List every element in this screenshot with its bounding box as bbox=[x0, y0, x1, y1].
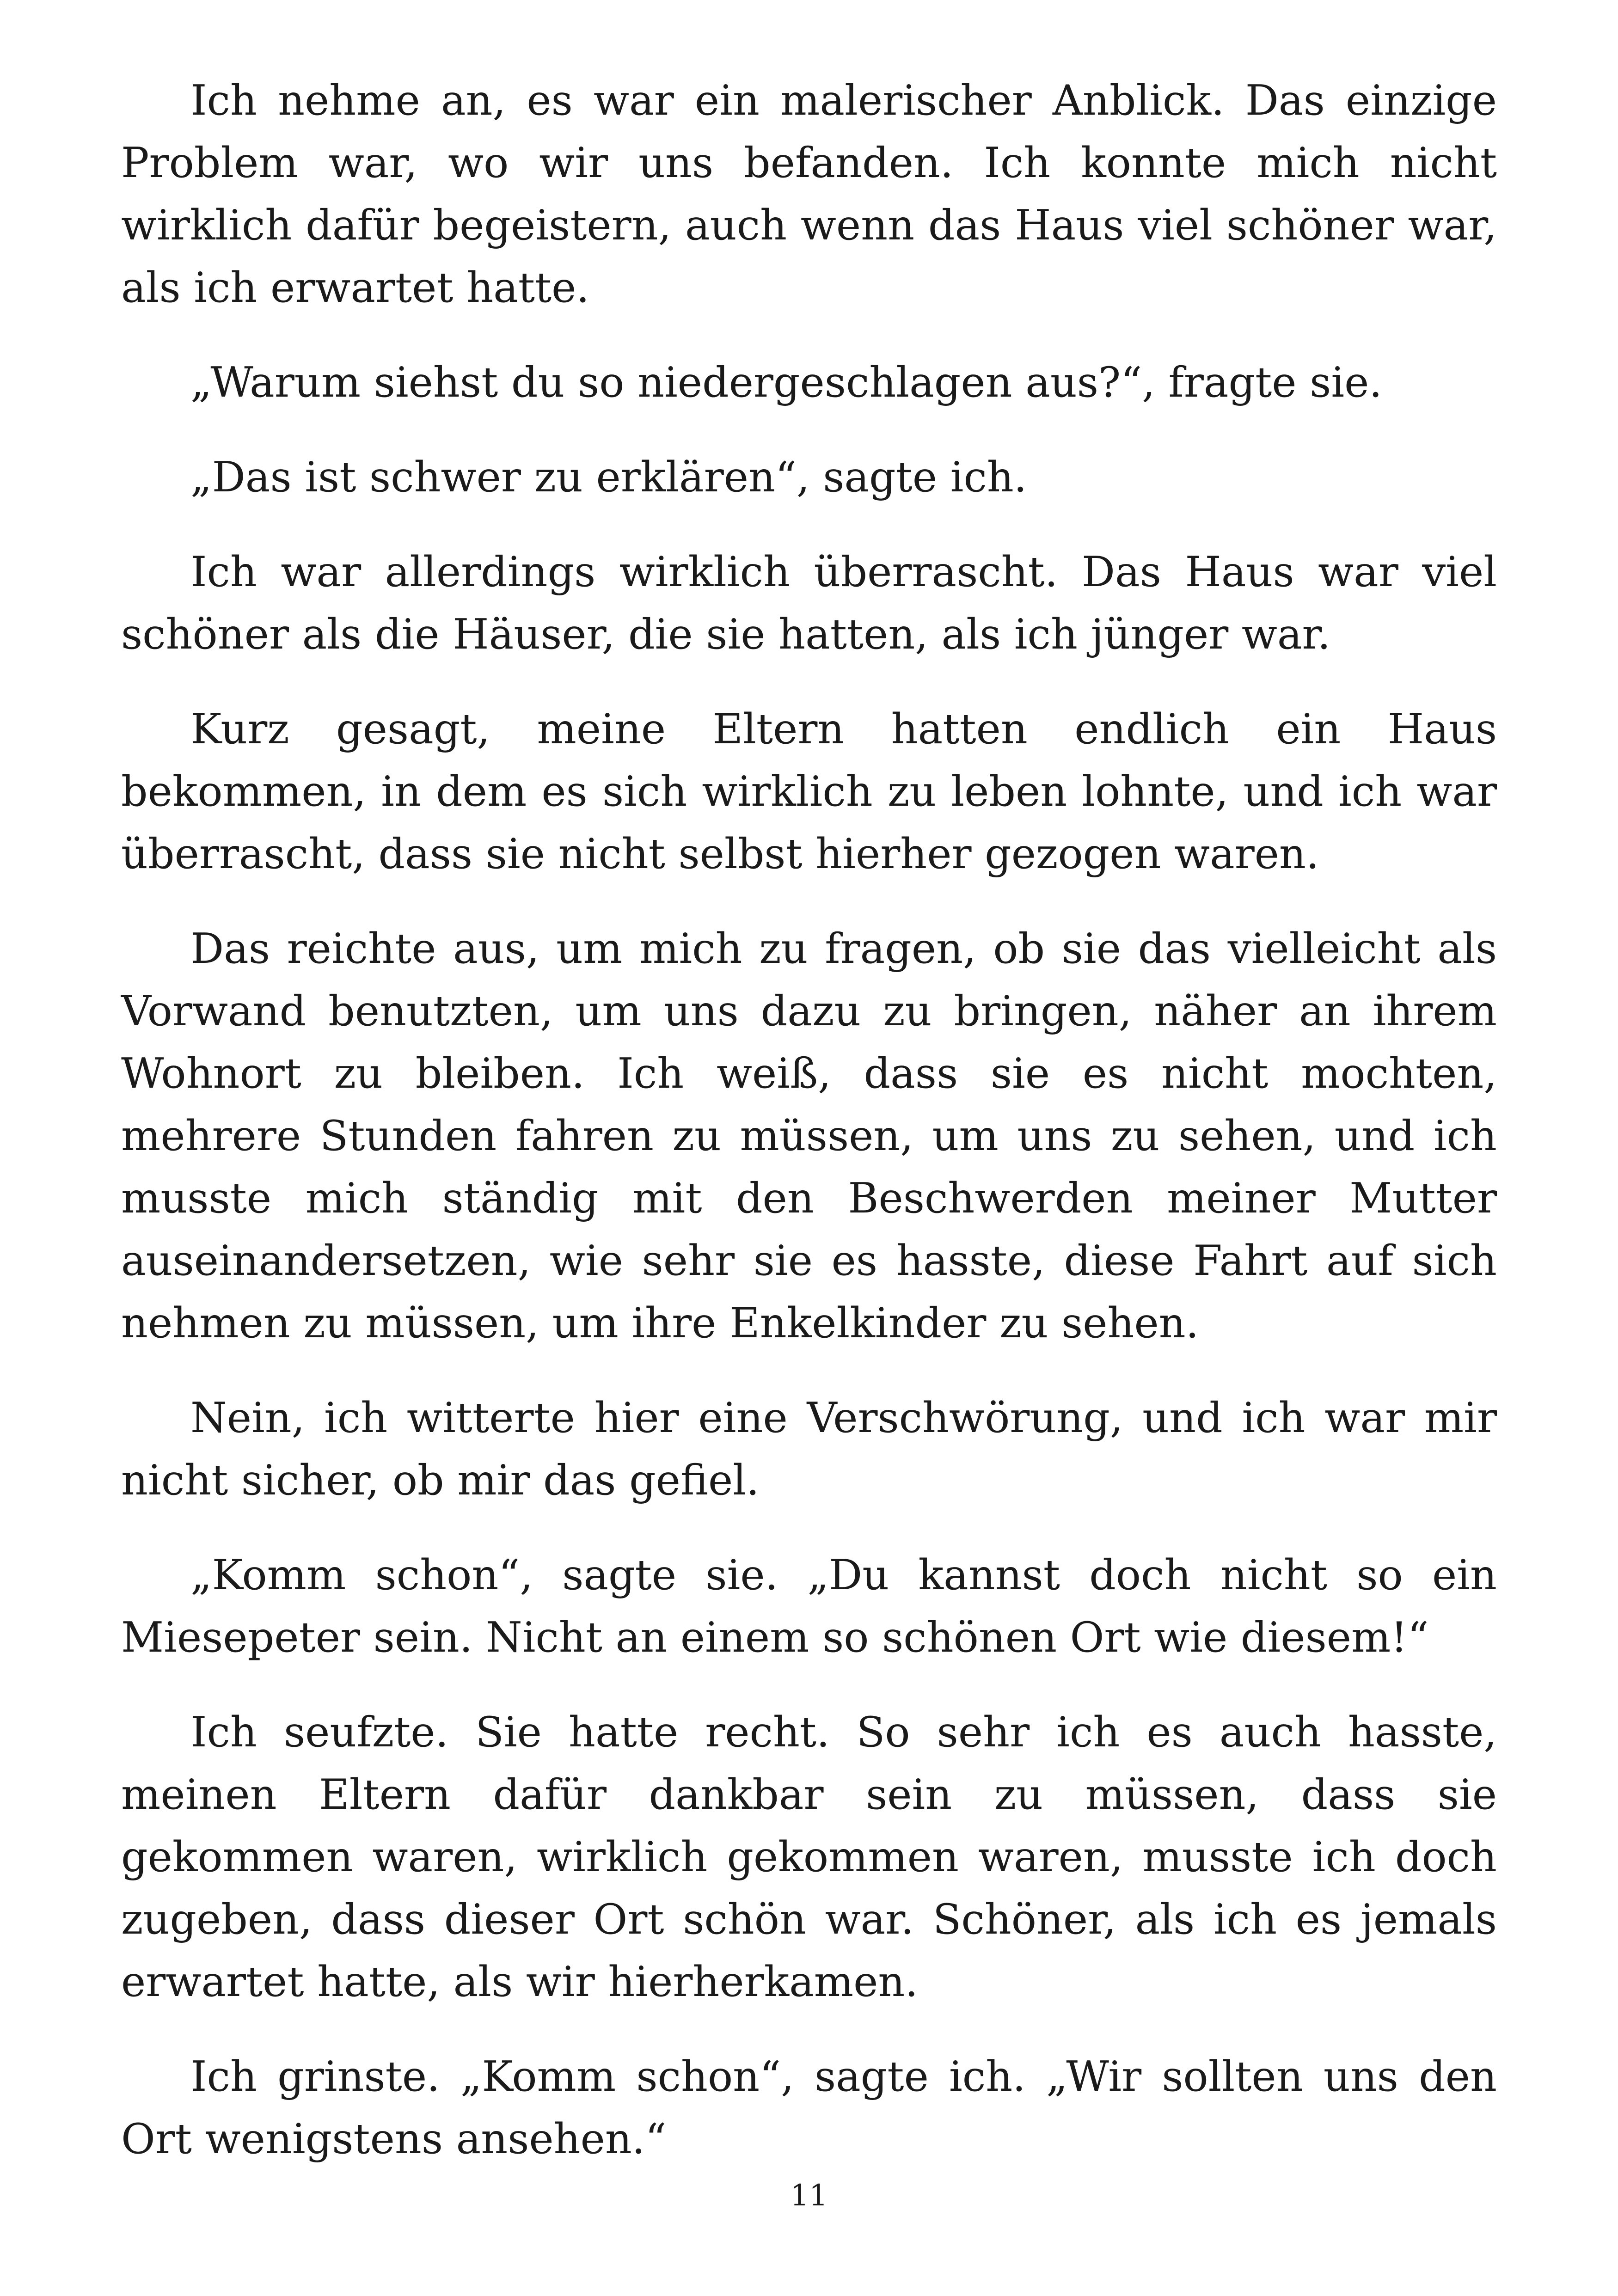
paragraph-1: Ich nehme an, es war ein malerischer Anblick. Das einzige Problem war, wo wir uns befanden. Ich konnte mich nicht wirklich dafür begeistern, auch wenn das Haus viel schöner war, als ich erwartet hatte. bbox=[121, 76, 1497, 312]
paragraph-5: Kurz gesagt, meine Eltern hatten endlich ein Haus bekommen, in dem es sich wirklich zu leben lohnte, und ich war überrascht, dass sie nicht selbst hierher gezogen waren. bbox=[121, 705, 1497, 878]
paragraph-10: Ich grinste. „Komm schon“, sagte ich. „Wir sollten uns den Ort wenigstens ansehen.“ bbox=[121, 2052, 1497, 2163]
paragraph-2: „Warum siehst du so niedergeschlagen aus?“, fragte sie. bbox=[190, 358, 1383, 407]
paragraph-4: Ich war allerdings wirklich überrascht. Das Haus war viel schöner als die Häuser, die sie hatten, als ich jünger war. bbox=[121, 548, 1497, 659]
page-number: 11 bbox=[790, 2179, 828, 2213]
paragraph-3: „Das ist schwer zu erklären“, sagte ich. bbox=[190, 453, 1027, 502]
paragraph-9: Ich seufzte. Sie hatte recht. So sehr ich es auch hasste, meinen Eltern dafür dankbar sein zu müssen, dass sie gekommen waren, wirklich gekommen waren, musste ich doch zugeben, dass dieser Ort schön war. Schöner, als ich es jemals erwartet hatte, als wir hierherkamen. bbox=[121, 1708, 1497, 2006]
paragraph-7: Nein, ich witterte hier eine Verschwörung, und ich war mir nicht sicher, ob mir das gefiel. bbox=[121, 1394, 1497, 1505]
paragraph-6: Das reichte aus, um mich zu fragen, ob sie das vielleicht als Vorwand benutzten, um uns dazu zu bringen, näher an ihrem Wohnort zu bleiben. Ich weiß, dass sie es nicht mochten, mehrere Stunden fahren zu müssen, um uns zu sehen, und ich musste mich ständig mit den Beschwerden meiner Mutter auseinandersetzen, wie sehr sie es hasste, diese Fahrt auf sich nehmen zu müssen, um ihre Enkelkinder zu sehen. bbox=[121, 925, 1497, 1347]
paragraph-8: „Komm schon“, sagte sie. „Du kannst doch nicht so ein Miesepeter sein. Nicht an einem so schönen Ort wie diesem!“ bbox=[121, 1551, 1497, 1662]
body-text bbox=[121, 69, 1497, 2203]
